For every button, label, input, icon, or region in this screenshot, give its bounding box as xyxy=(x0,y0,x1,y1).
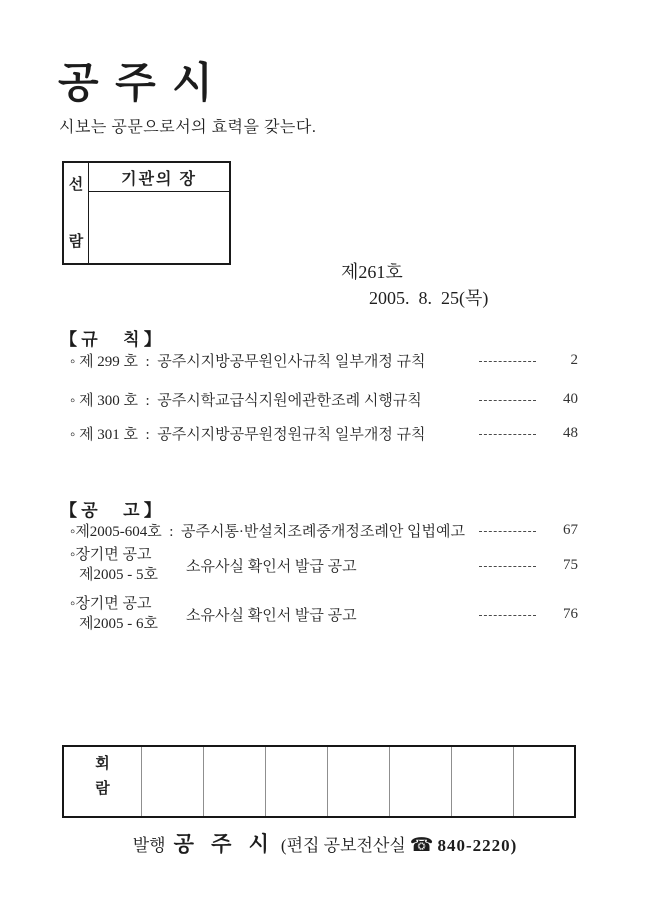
dash-leader xyxy=(479,566,536,567)
circulation-label-bottom: 람 xyxy=(95,781,110,797)
dash-leader xyxy=(479,531,536,532)
circulation-empty-cell-1 xyxy=(142,747,204,816)
toc-item-label-block xyxy=(70,545,186,585)
toc-item-title: 소유사실 확인서 발급 공고 xyxy=(186,558,357,575)
circulation-empty-cell-7 xyxy=(514,747,574,816)
issue-line xyxy=(323,237,488,331)
toc-item-text: ◦ 제 299 호 : 공주시지방공무원인사규칙 일부개정 규칙 xyxy=(70,353,426,370)
section-heading-notices: 【 공 고 】 xyxy=(60,501,161,520)
dash-leader xyxy=(479,361,536,362)
toc-item-page: 67 xyxy=(563,521,578,538)
toc-item-rule-299 xyxy=(70,350,578,370)
stamp-side-char-top: 선 xyxy=(68,177,84,193)
page-subtitle: 시보는 공문으로서의 효력을 갖는다. xyxy=(59,119,317,136)
toc-item-label-line2: 제2005 - 5호 xyxy=(79,567,158,583)
toc-item-notice-604 xyxy=(70,520,578,540)
circulation-label-top: 회 xyxy=(95,756,110,772)
toc-item-page: 2 xyxy=(570,351,578,368)
telephone-icon: ☎ xyxy=(409,835,434,856)
footer-editor-label: (편집 공보전산실 xyxy=(280,836,406,855)
toc-item-rule-300 xyxy=(70,389,578,409)
footer-phone-number: 840-2220) xyxy=(437,836,518,855)
stamp-side-char-bottom: 람 xyxy=(68,234,84,250)
circulation-empty-cell-5 xyxy=(390,747,452,816)
stamp-side-column xyxy=(64,163,89,263)
circulation-empty-cell-3 xyxy=(266,747,328,816)
stamp-signature-area xyxy=(89,192,229,263)
page-title: 공 주 시 xyxy=(58,61,216,107)
toc-item-text: ◦ 제 301 호 : 공주시지방공무원정원규칙 일부개정 규칙 xyxy=(70,426,426,443)
toc-item-title: 소유사실 확인서 발급 공고 xyxy=(186,607,357,624)
toc-item-label-line1: ◦장기면 공고 xyxy=(70,596,152,612)
stamp-main-area xyxy=(89,163,229,263)
circulation-table xyxy=(62,745,576,818)
issue-number: 제261호 xyxy=(341,262,403,282)
toc-item-label-line2: 제2005 - 6호 xyxy=(79,616,158,632)
issue-date: 2005. 8. 25(목) xyxy=(369,288,489,308)
toc-item-rule-301 xyxy=(70,423,578,443)
circulation-empty-cell-2 xyxy=(204,747,266,816)
toc-item-page: 76 xyxy=(563,605,578,622)
footer-publisher-line xyxy=(0,828,650,858)
circulation-label-cell xyxy=(64,747,142,816)
toc-item-notice-2005-6 xyxy=(70,594,578,634)
dash-leader xyxy=(479,615,536,616)
section-heading-rules: 【 규 칙 】 xyxy=(60,330,161,349)
toc-item-text: ◦ 제 300 호 : 공주시학교급식지원에관한조례 시행규칙 xyxy=(70,392,422,409)
dash-leader xyxy=(479,400,536,401)
circulation-stamp-box xyxy=(62,161,231,265)
toc-item-page: 40 xyxy=(563,390,578,407)
toc-item-text: ◦제2005-604호 : 공주시통·반설치조례중개정조례안 입법예고 xyxy=(70,523,466,540)
circulation-empty-cell-6 xyxy=(452,747,514,816)
circulation-empty-cell-4 xyxy=(328,747,390,816)
stamp-header-agency-head: 기관의 장 xyxy=(89,163,229,192)
toc-item-label-block xyxy=(70,594,186,634)
toc-item-label-line1: ◦장기면 공고 xyxy=(70,547,152,563)
footer-publish-label: 발행 xyxy=(132,836,166,855)
dash-leader xyxy=(479,434,536,435)
toc-item-page: 75 xyxy=(563,556,578,573)
footer-publisher-name: 공 주 시 xyxy=(173,832,275,856)
toc-item-page: 48 xyxy=(563,424,578,441)
toc-item-notice-2005-5 xyxy=(70,545,578,585)
